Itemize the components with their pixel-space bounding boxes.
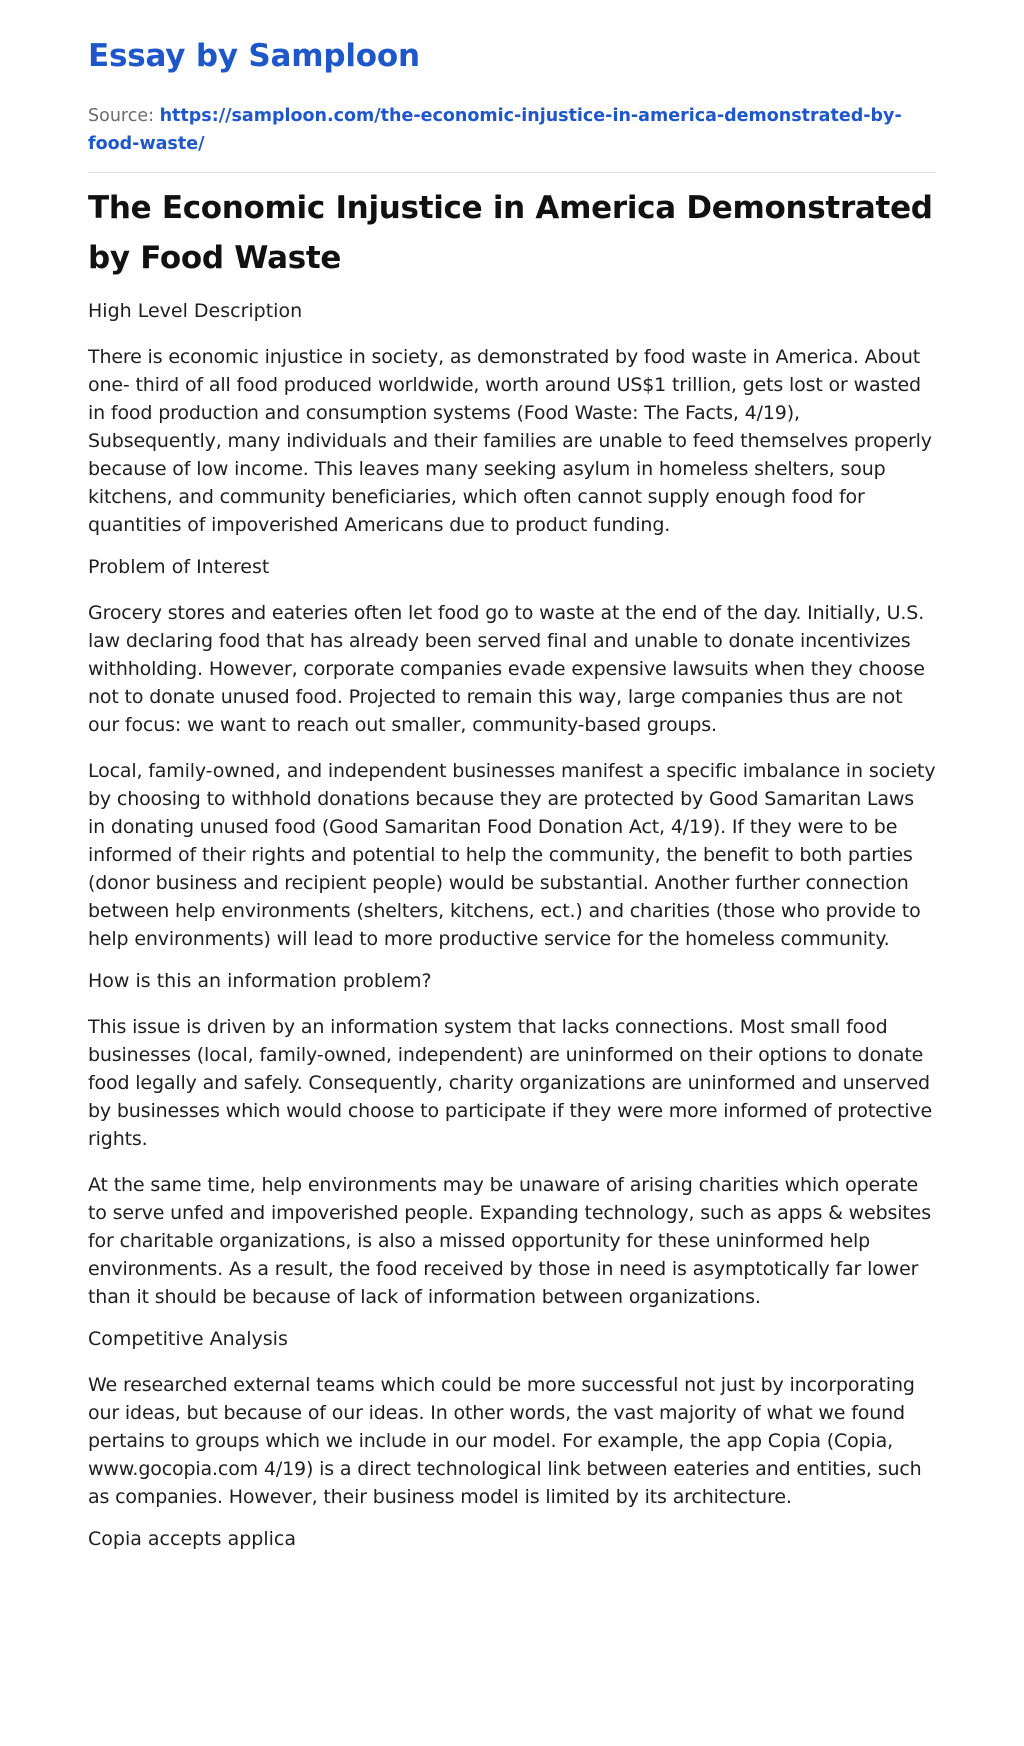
source-link[interactable]: https://samploon.com/the-economic-injustice-in-america-demonstrated-by-food-waste/ [88,106,902,154]
paragraph-competitive: We researched external teams which could be more successful not just by incorporating our ideas, but because of our ideas. In other words, the vast majority of what we found pertains to groups which we include in our model. For example, the app Copia (Copia, www.gocopia.com 4/19) is a direct technological link between eateries and entities, such as companies. However, their business model is limited by its architecture. [88,1374,922,1508]
section-heading-problem: Problem of Interest [88,556,270,578]
paragraph-problem-2: Local, family-owned, and independent businesses manifest a specific imbalance in society by choosing to withhold donations because they are protected by Good Samaritan Laws in donating unused food (Good Samaritan Food Donation Act, 4/19). If they were to be informed of their rights and potential to help the community, the benefit to both parties (donor business and recipient people) would be substantial. Another further connection between help environments (shelters, kitchens, ect.) and charities (those who provide to help environments) will lead to more productive service for the homeless community. [88,760,936,950]
paragraph-high-level: There is economic injustice in society, as demonstrated by food waste in America. About one- third of all food produced worldwide, worth around US$1 trillion, gets lost or wasted in food production and consumption systems (Food Waste: The Facts, 4/19), Subsequently, many individuals and their families are unable to feed themselves properly because of low income. This leaves many seeking asylum in homeless shelters, soup kitchens, and community beneficiaries, which often cannot supply enough food for quantities of impoverished Americans due to product funding. [88,346,932,536]
section-heading-high-level: High Level Description [88,300,303,322]
paragraph-information-2: At the same time, help environments may be unaware of arising charities which operate to serve unfed and impoverished people. Expanding technology, such as apps & websites for charitable organizations, is also a missed opportunity for these uninformed help environments. As a result, the food received by those in need is asymptotically far lower than it should be because of lack of information between organizations. [88,1174,931,1308]
source-label: Source: [88,106,155,126]
paragraph-problem-1: Grocery stores and eateries often let food go to waste at the end of the day. Initially, U.S. law declaring food that has already been served final and unable to donate incentivizes withholding. However, corporate companies evade expensive lawsuits when they choose not to donate unused food. Projected to remain this way, large companies thus are not our focus: we want to reach out smaller, community-based groups. [88,602,925,736]
paragraph-information-1: This issue is driven by an information system that lacks connections. Most small food businesses (local, family-owned, independent) are uninformed on their options to donate food legally and safely. Consequently, charity organizations are uninformed and unserved by businesses which would choose to participate if they were more informed of protective rights. [88,1016,933,1150]
source-line [88,102,936,158]
header-divider [88,172,936,173]
site-brand-title: Essay by Samploon [88,38,420,74]
section-heading-information: How is this an information problem? [88,970,432,992]
document-body [88,32,936,1553]
essay-title: The Economic Injustice in America Demonstrated by Food Waste [88,190,933,276]
paragraph-truncated: Copia accepts applica [88,1528,296,1550]
section-heading-competitive: Competitive Analysis [88,1328,288,1350]
